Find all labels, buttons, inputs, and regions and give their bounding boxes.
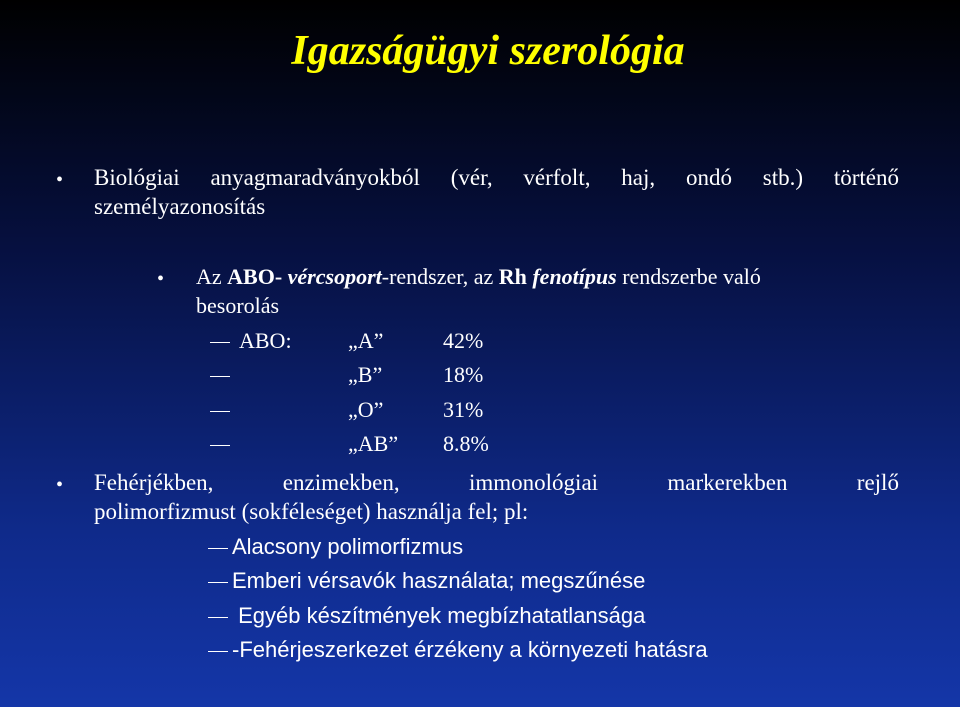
word: vérfolt, <box>523 165 591 190</box>
bullet-1-line-2: személyazonosítás <box>94 194 266 219</box>
sub-item: Alacsony polimorfizmus <box>232 534 464 559</box>
abo-group: „AB” <box>348 431 399 456</box>
bullet-marker: • <box>56 474 64 496</box>
dash-marker <box>210 376 230 377</box>
abo-percent: 8.8% <box>443 431 489 456</box>
word: rejlő <box>856 470 899 495</box>
text: ABO- <box>227 264 283 289</box>
sub-bullet-line-1 <box>196 262 899 291</box>
sub-item: Egyéb készítmények megbízhatatlansága <box>232 603 646 628</box>
abo-group: „B” <box>348 362 383 387</box>
bullet-2-text <box>94 468 899 526</box>
word: markerekben <box>667 470 788 495</box>
sub-item: Emberi vérsavók használata; megszűnése <box>232 568 646 593</box>
word: anyagmaradványokból <box>210 165 420 190</box>
bullet-marker: • <box>56 169 64 191</box>
dash-marker <box>208 617 228 618</box>
text: fenotípus <box>532 264 617 289</box>
text: Az <box>196 264 228 289</box>
word: Biológiai <box>94 165 180 190</box>
word: stb.) <box>762 165 804 190</box>
abo-group: „A” <box>348 328 384 353</box>
dash-marker <box>208 582 228 583</box>
abo-group: „O” <box>348 397 384 422</box>
text: rendszerbe való <box>616 264 761 289</box>
bullet-2-line-1 <box>94 468 899 497</box>
bullet-1-text <box>94 163 899 221</box>
abo-label: ABO: <box>239 328 292 353</box>
word: haj, <box>621 165 656 190</box>
bullet-1-line-1 <box>94 163 899 192</box>
bullet-marker: • <box>157 268 165 290</box>
word: enzimekben, <box>282 470 400 495</box>
word: Fehérjékben, <box>94 470 214 495</box>
dash-marker <box>210 342 230 343</box>
abo-percent: 18% <box>443 362 484 387</box>
slide-title: Igazságügyi szerológia <box>291 28 685 74</box>
sub-bullet-line-2: besorolás <box>196 293 280 318</box>
abo-percent: 42% <box>443 328 484 353</box>
abo-percent: 31% <box>443 397 484 422</box>
word: immonológiai <box>469 470 599 495</box>
word: ondó <box>685 165 732 190</box>
sub-bullet-text <box>196 262 899 320</box>
text: -rendszer, az <box>381 264 499 289</box>
dash-marker <box>208 548 228 549</box>
word: (vér, <box>450 165 493 190</box>
text: Rh <box>498 264 527 289</box>
dash-marker <box>210 445 230 446</box>
text: vércsoport <box>287 264 382 289</box>
dash-marker <box>210 411 230 412</box>
sub-item: -Fehérjeszerkezet érzékeny a környezeti hatásra <box>232 637 708 662</box>
dash-marker <box>208 651 228 652</box>
word: történő <box>833 165 899 190</box>
bullet-2-line-2: polimorfizmust (sokféleséget) használja fel; pl: <box>94 499 529 524</box>
